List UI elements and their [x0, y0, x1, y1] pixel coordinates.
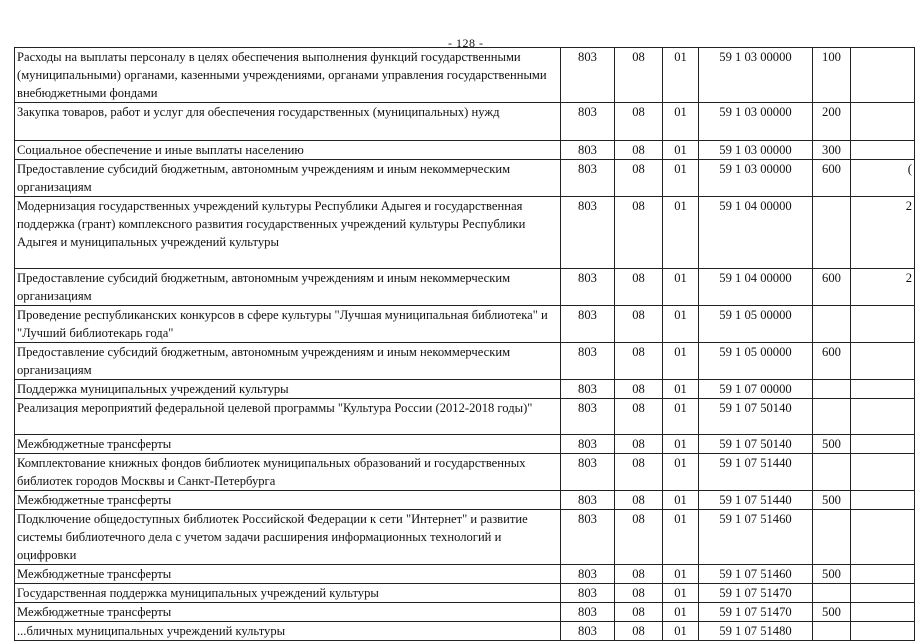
subsection-code: 01: [663, 141, 699, 160]
ministry-code: 803: [561, 380, 615, 399]
table-row: [15, 510, 915, 565]
section-code: 08: [615, 603, 663, 622]
amount-cell: [851, 399, 915, 435]
section-code: 08: [615, 491, 663, 510]
expense-type-code: [813, 454, 851, 491]
section-code: 08: [615, 141, 663, 160]
amount-cell: [851, 103, 915, 141]
target-article-code: 59 1 03 00000: [699, 48, 813, 103]
section-code: 08: [615, 343, 663, 380]
subsection-code: 01: [663, 269, 699, 306]
table-row: [15, 380, 915, 399]
table-row: [15, 399, 915, 435]
table-row: [15, 565, 915, 584]
table-row: [15, 491, 915, 510]
subsection-code: 01: [663, 103, 699, 141]
row-description: Государственная поддержка муниципальных учреждений культуры: [15, 584, 561, 603]
row-description: Расходы на выплаты персоналу в целях обеспечения выполнения функций государственными (муниципальными) органами, казенными учреждениями, органами управления государственными внебюджетными фондами: [15, 48, 561, 103]
section-code: 08: [615, 510, 663, 565]
section-code: 08: [615, 454, 663, 491]
expense-type-code: 500: [813, 603, 851, 622]
expense-type-code: 300: [813, 141, 851, 160]
target-article-code: 59 1 04 00000: [699, 269, 813, 306]
ministry-code: 803: [561, 491, 615, 510]
amount-cell: [851, 48, 915, 103]
expense-type-code: 600: [813, 343, 851, 380]
amount-cell: [851, 622, 915, 641]
subsection-code: 01: [663, 603, 699, 622]
row-description: Закупка товаров, работ и услуг для обеспечения государственных (муниципальных) нужд: [15, 103, 561, 141]
amount-cell: 2: [851, 197, 915, 269]
section-code: 08: [615, 565, 663, 584]
row-description: Проведение республиканских конкурсов в сфере культуры "Лучшая муниципальная библиотека" и "Лучший библиотекарь года": [15, 306, 561, 343]
row-description: Поддержка муниципальных учреждений культуры: [15, 380, 561, 399]
ministry-code: 803: [561, 510, 615, 565]
target-article-code: 59 1 03 00000: [699, 141, 813, 160]
target-article-code: 59 1 04 00000: [699, 197, 813, 269]
ministry-code: 803: [561, 48, 615, 103]
section-code: 08: [615, 584, 663, 603]
subsection-code: 01: [663, 399, 699, 435]
subsection-code: 01: [663, 380, 699, 399]
row-description: Социальное обеспечение и иные выплаты населению: [15, 141, 561, 160]
section-code: 08: [615, 380, 663, 399]
table-row: [15, 103, 915, 141]
page-number: - 128 -: [448, 36, 484, 50]
row-description: Комплектование книжных фондов библиотек муниципальных образований и государственных библиотек городов Москвы и Санкт-Петербурга: [15, 454, 561, 491]
row-description: Межбюджетные трансферты: [15, 435, 561, 454]
subsection-code: 01: [663, 306, 699, 343]
amount-cell: [851, 510, 915, 565]
row-description: Модернизация государственных учреждений культуры Республики Адыгея и государственная поддержка (грант) комплексного развития государственных учреждений культуры Республики Адыгея и муниципальных учреждений культуры: [15, 197, 561, 269]
subsection-code: 01: [663, 160, 699, 197]
table-row: [15, 269, 915, 306]
subsection-code: 01: [663, 565, 699, 584]
table-row: [15, 343, 915, 380]
target-article-code: 59 1 07 51440: [699, 454, 813, 491]
expense-type-code: 500: [813, 435, 851, 454]
amount-cell: [851, 343, 915, 380]
table-row: [15, 197, 915, 269]
target-article-code: 59 1 07 00000: [699, 380, 813, 399]
subsection-code: 01: [663, 584, 699, 603]
target-article-code: 59 1 07 51460: [699, 510, 813, 565]
ministry-code: 803: [561, 565, 615, 584]
ministry-code: 803: [561, 584, 615, 603]
row-description: Предоставление субсидий бюджетным, автономным учреждениям и иным некоммерческим организациям: [15, 160, 561, 197]
ministry-code: 803: [561, 435, 615, 454]
target-article-code: 59 1 05 00000: [699, 306, 813, 343]
target-article-code: 59 1 07 50140: [699, 435, 813, 454]
target-article-code: 59 1 07 51480: [699, 622, 813, 641]
table-row: [15, 435, 915, 454]
expense-type-code: [813, 306, 851, 343]
table-row: [15, 306, 915, 343]
subsection-code: 01: [663, 510, 699, 565]
ministry-code: 803: [561, 343, 615, 380]
table-row: [15, 48, 915, 103]
section-code: 08: [615, 306, 663, 343]
expense-type-code: 200: [813, 103, 851, 141]
target-article-code: 59 1 07 51460: [699, 565, 813, 584]
ministry-code: 803: [561, 603, 615, 622]
amount-cell: [851, 603, 915, 622]
subsection-code: 01: [663, 454, 699, 491]
ministry-code: 803: [561, 306, 615, 343]
row-description: Межбюджетные трансферты: [15, 491, 561, 510]
row-description: Предоставление субсидий бюджетным, автономным учреждениям и иным некоммерческим организациям: [15, 269, 561, 306]
expense-type-code: [813, 510, 851, 565]
table-row: [15, 160, 915, 197]
ministry-code: 803: [561, 197, 615, 269]
amount-cell: [851, 565, 915, 584]
ministry-code: 803: [561, 141, 615, 160]
target-article-code: 59 1 03 00000: [699, 160, 813, 197]
expense-type-code: [813, 399, 851, 435]
subsection-code: 01: [663, 435, 699, 454]
ministry-code: 803: [561, 454, 615, 491]
subsection-code: 01: [663, 491, 699, 510]
section-code: 08: [615, 197, 663, 269]
row-description: Предоставление субсидий бюджетным, автономным учреждениям и иным некоммерческим организациям: [15, 343, 561, 380]
target-article-code: 59 1 03 00000: [699, 103, 813, 141]
target-article-code: 59 1 05 00000: [699, 343, 813, 380]
expense-type-code: 500: [813, 491, 851, 510]
expense-type-code: 600: [813, 160, 851, 197]
expense-type-code: 100: [813, 48, 851, 103]
target-article-code: 59 1 07 51440: [699, 491, 813, 510]
amount-cell: 2: [851, 269, 915, 306]
ministry-code: 803: [561, 103, 615, 141]
section-code: 08: [615, 103, 663, 141]
section-code: 08: [615, 160, 663, 197]
table-row: [15, 584, 915, 603]
section-code: 08: [615, 399, 663, 435]
amount-cell: [851, 306, 915, 343]
expense-type-code: [813, 380, 851, 399]
table-row: [15, 454, 915, 491]
expense-type-code: 500: [813, 565, 851, 584]
table-row: [15, 141, 915, 160]
amount-cell: [851, 380, 915, 399]
expense-type-code: [813, 197, 851, 269]
amount-cell: (: [851, 160, 915, 197]
subsection-code: 01: [663, 343, 699, 380]
ministry-code: 803: [561, 399, 615, 435]
subsection-code: 01: [663, 197, 699, 269]
expense-type-code: [813, 622, 851, 641]
section-code: 08: [615, 269, 663, 306]
row-description: Подключение общедоступных библиотек Российской Федерации к сети "Интернет" и развитие системы библиотечного дела с учетом задачи расширения информационных технологий и оцифровки: [15, 510, 561, 565]
amount-cell: [851, 491, 915, 510]
section-code: 08: [615, 48, 663, 103]
section-code: 08: [615, 435, 663, 454]
row-description: Межбюджетные трансферты: [15, 603, 561, 622]
ministry-code: 803: [561, 622, 615, 641]
target-article-code: 59 1 07 51470: [699, 603, 813, 622]
row-description: ...бличных муниципальных учреждений культуры: [15, 622, 561, 641]
ministry-code: 803: [561, 269, 615, 306]
amount-cell: [851, 435, 915, 454]
row-description: Межбюджетные трансферты: [15, 565, 561, 584]
subsection-code: 01: [663, 48, 699, 103]
target-article-code: 59 1 07 50140: [699, 399, 813, 435]
ministry-code: 803: [561, 160, 615, 197]
amount-cell: [851, 141, 915, 160]
row-description: Реализация мероприятий федеральной целевой программы "Культура России (2012-2018 годы)": [15, 399, 561, 435]
table-row: [15, 603, 915, 622]
expense-type-code: 600: [813, 269, 851, 306]
subsection-code: 01: [663, 622, 699, 641]
target-article-code: 59 1 07 51470: [699, 584, 813, 603]
section-code: 08: [615, 622, 663, 641]
amount-cell: [851, 584, 915, 603]
budget-table: [14, 47, 915, 641]
table-row: [15, 622, 915, 641]
expense-type-code: [813, 584, 851, 603]
amount-cell: [851, 454, 915, 491]
